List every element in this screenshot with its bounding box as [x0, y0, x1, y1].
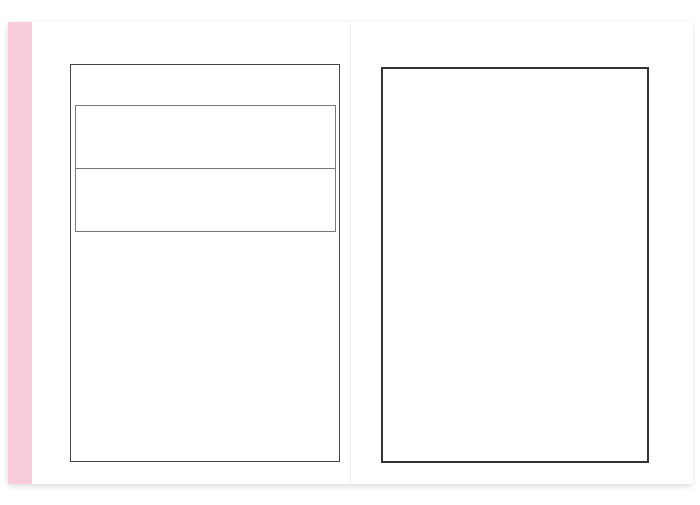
index-divider	[76, 168, 335, 169]
book-spread	[8, 22, 692, 484]
proverb-table	[381, 67, 649, 463]
zhuyin-symbol-index	[75, 105, 336, 232]
left-page	[8, 22, 350, 484]
pink-thumb-margin	[8, 22, 32, 484]
right-page	[350, 22, 693, 484]
zhuyin-index-table	[70, 64, 340, 462]
